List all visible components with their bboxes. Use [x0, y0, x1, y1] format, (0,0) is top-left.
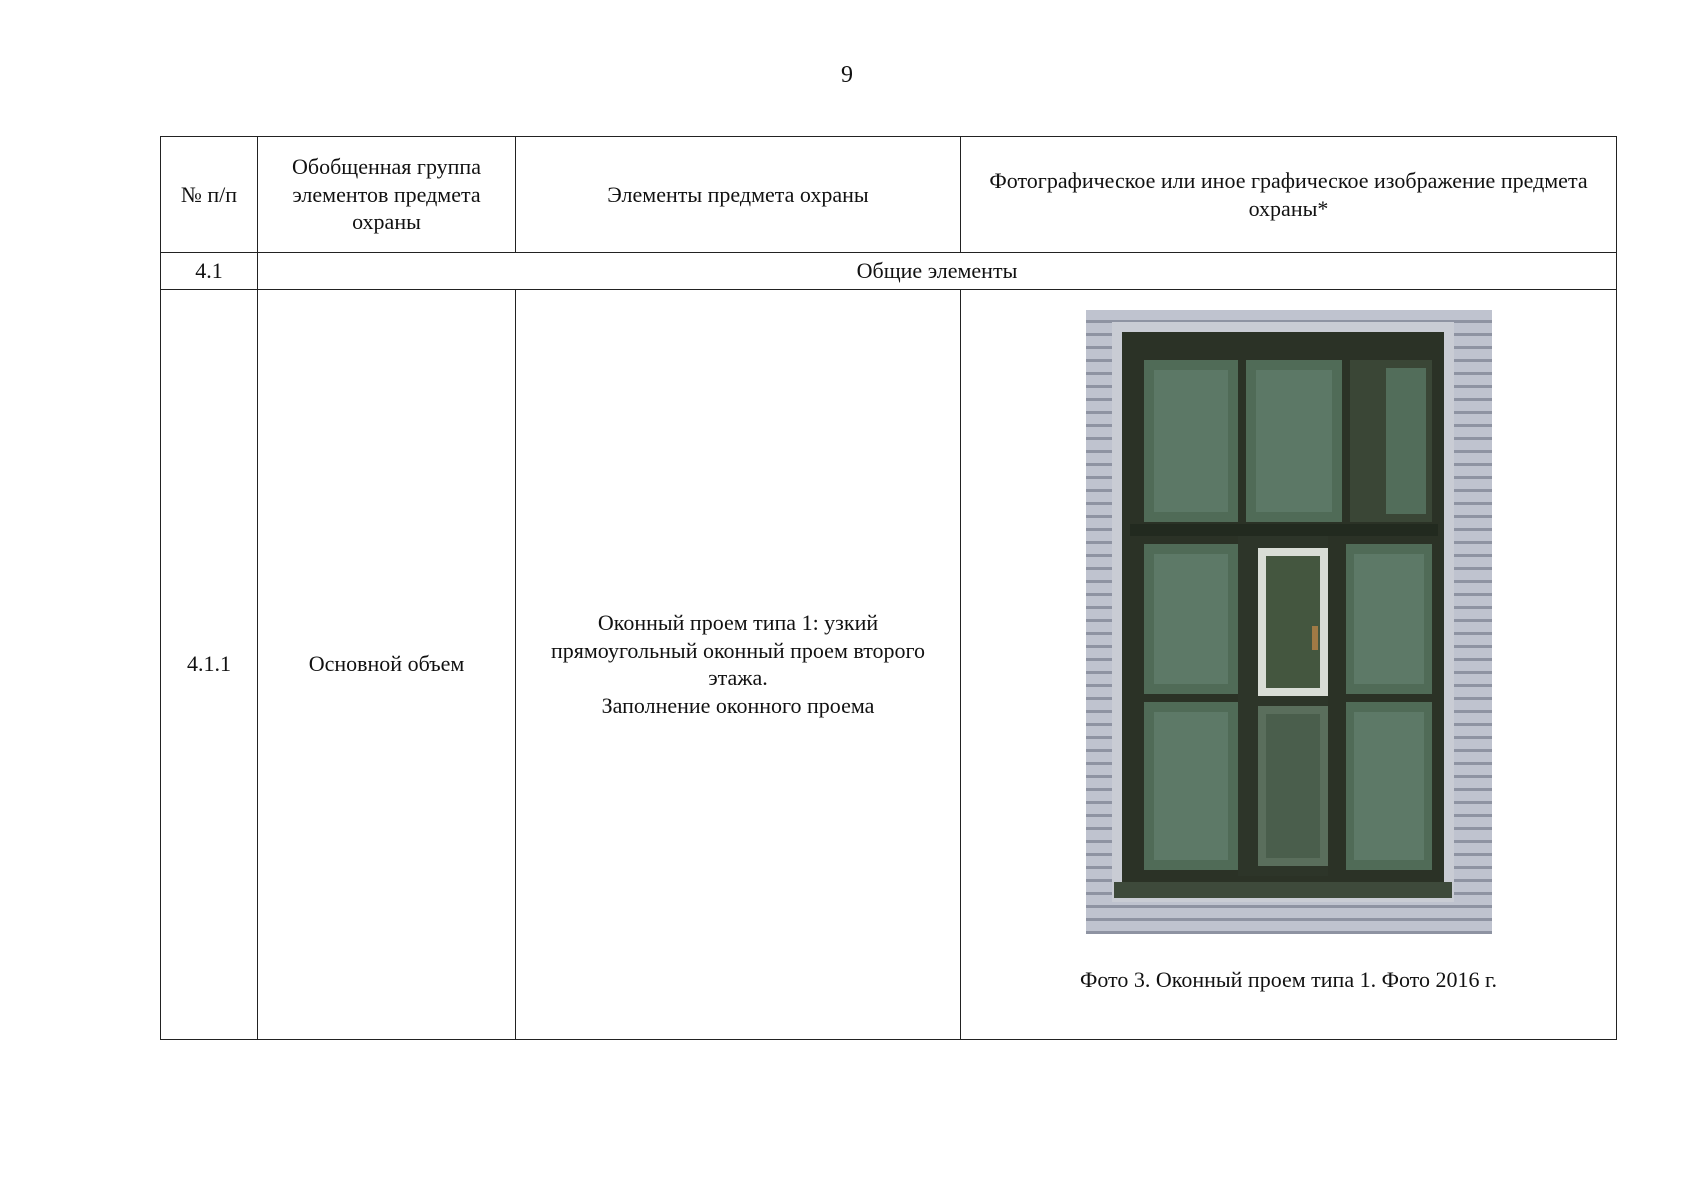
header-elements: Элементы предмета охраны [516, 137, 961, 253]
section-title: Общие элементы [258, 253, 1617, 290]
table-row [161, 289, 1617, 1039]
row-num: 4.1.1 [161, 289, 258, 1039]
photo-caption: Фото 3. Оконный проем типа 1. Фото 2016 г. [1079, 966, 1498, 992]
header-image: Фотографическое или иное графическое изображение предмета охраны* [961, 137, 1617, 253]
row-elements-line1: Оконный проем типа 1: узкий прямоугольный оконный проем второго этажа. [550, 610, 926, 690]
section-num: 4.1 [161, 253, 258, 290]
window-photo [1086, 310, 1492, 934]
page-number: 9 [841, 62, 853, 88]
row-elements [516, 289, 961, 1039]
header-group: Обобщенная группа элементов предмета охраны [258, 137, 516, 253]
header-num: № п/п [161, 137, 258, 253]
protection-table [160, 136, 1617, 1040]
row-photo-cell [961, 289, 1617, 1039]
row-group: Основной объем [258, 289, 516, 1039]
table-header-row [161, 137, 1617, 253]
row-elements-line2: Заполнение оконного проема [601, 692, 875, 718]
window-photo-drawing [1086, 310, 1492, 934]
section-row [161, 253, 1617, 290]
